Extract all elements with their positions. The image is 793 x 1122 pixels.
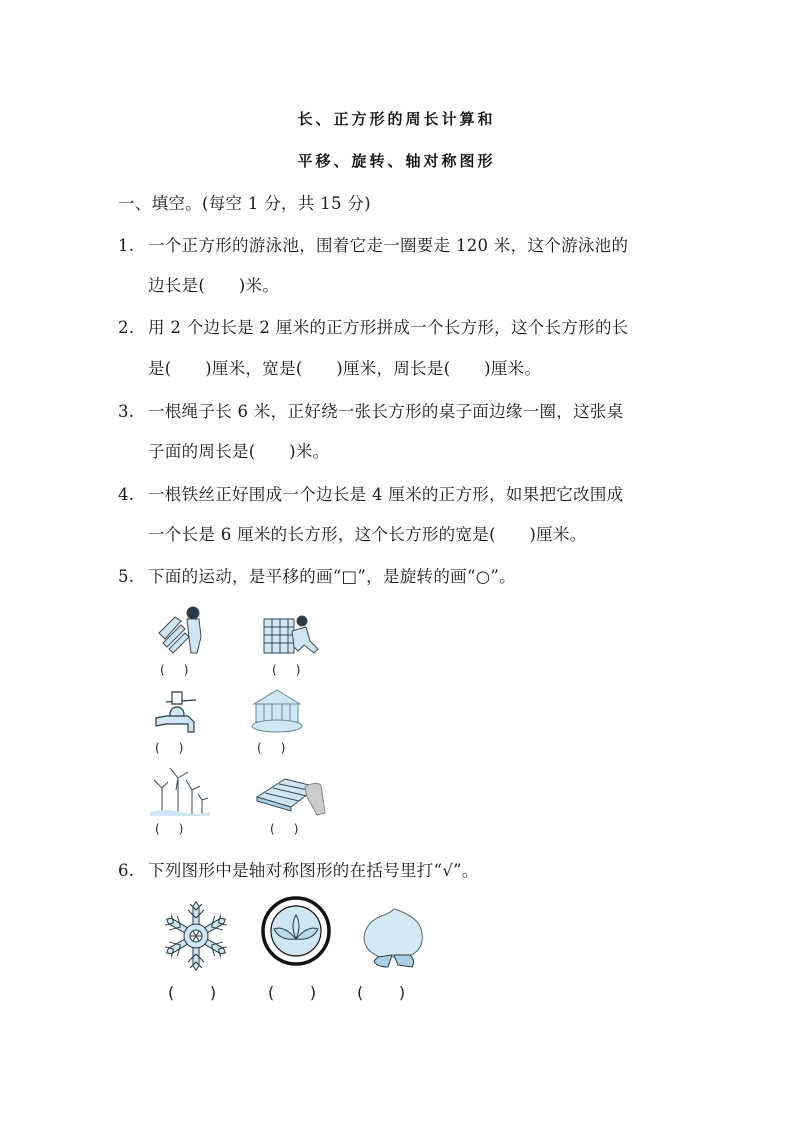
question-number: 1. [118,236,135,255]
page-title-line-1: 长、正方形的周长计算和 [297,110,496,128]
carousel-icon [250,688,305,736]
question-text: 一个正方形的游泳池，围着它走一圈要走 120 米，这个游泳池的 [148,236,629,255]
answer-parentheses[interactable]: ( ) [272,663,301,677]
question-number: 6. [118,861,135,880]
question-6-line-1 [118,857,479,881]
question-text: 一根绳子长 6 米，正好绕一张长方形的桌子面边缘一圈，这张桌 [148,402,624,421]
question-4-line-2: 一个长是 6 厘米的长方形，这个长方形的宽是( )厘米。 [148,525,587,544]
answer-parentheses[interactable]: ( ) [257,741,286,755]
answer-parentheses[interactable]: ( ) [168,983,217,1002]
question-text: 下面的运动，是平移的画“□”，是旋转的画“○”。 [148,567,516,586]
question-text: 用 2 个边长是 2 厘米的正方形拼成一个长方形，这个长方形的长 [148,318,629,337]
peach-icon [358,905,430,975]
faucet-icon [152,688,202,736]
answer-parentheses[interactable]: ( ) [357,983,406,1002]
question-2-line-1 [118,314,629,338]
question-3-line-1 [118,398,624,422]
answer-parentheses[interactable]: ( ) [155,741,184,755]
question-number: 3. [118,402,135,421]
answer-parentheses[interactable]: ( ) [155,822,184,836]
question-number: 4. [118,485,135,504]
abacus-icon [255,775,327,817]
question-number: 2. [118,318,135,337]
answer-parentheses[interactable]: ( ) [270,822,299,836]
answer-parentheses[interactable]: ( ) [268,983,317,1002]
pushing-box-icon [262,613,322,658]
question-3-line-2: 子面的周长是( )米。 [148,442,330,461]
folding-ladder-icon [155,603,205,658]
question-1-line-2: 边长是( )米。 [148,276,280,295]
question-text: 一根铁丝正好围成一个边长是 4 厘米的正方形，如果把它改围成 [148,485,624,504]
question-number: 5. [118,567,135,586]
question-4-line-1 [118,481,624,505]
question-1-line-1 [118,232,628,256]
page-title-line-2: 平移、旋转、轴对称图形 [297,152,496,170]
question-5-line-1 [118,563,516,587]
section-heading: 一、填空。(每空 1 分，共 15 分) [118,194,371,213]
answer-parentheses[interactable]: ( ) [160,663,189,677]
leaf-emblem-icon [260,895,332,967]
question-2-line-2: 是( )厘米，宽是( )厘米，周长是( )厘米。 [148,359,542,378]
question-text: 下列图形中是轴对称图形的在括号里打“√”。 [148,861,479,880]
snowflake-icon [160,900,232,972]
wind-turbines-icon [150,768,210,818]
